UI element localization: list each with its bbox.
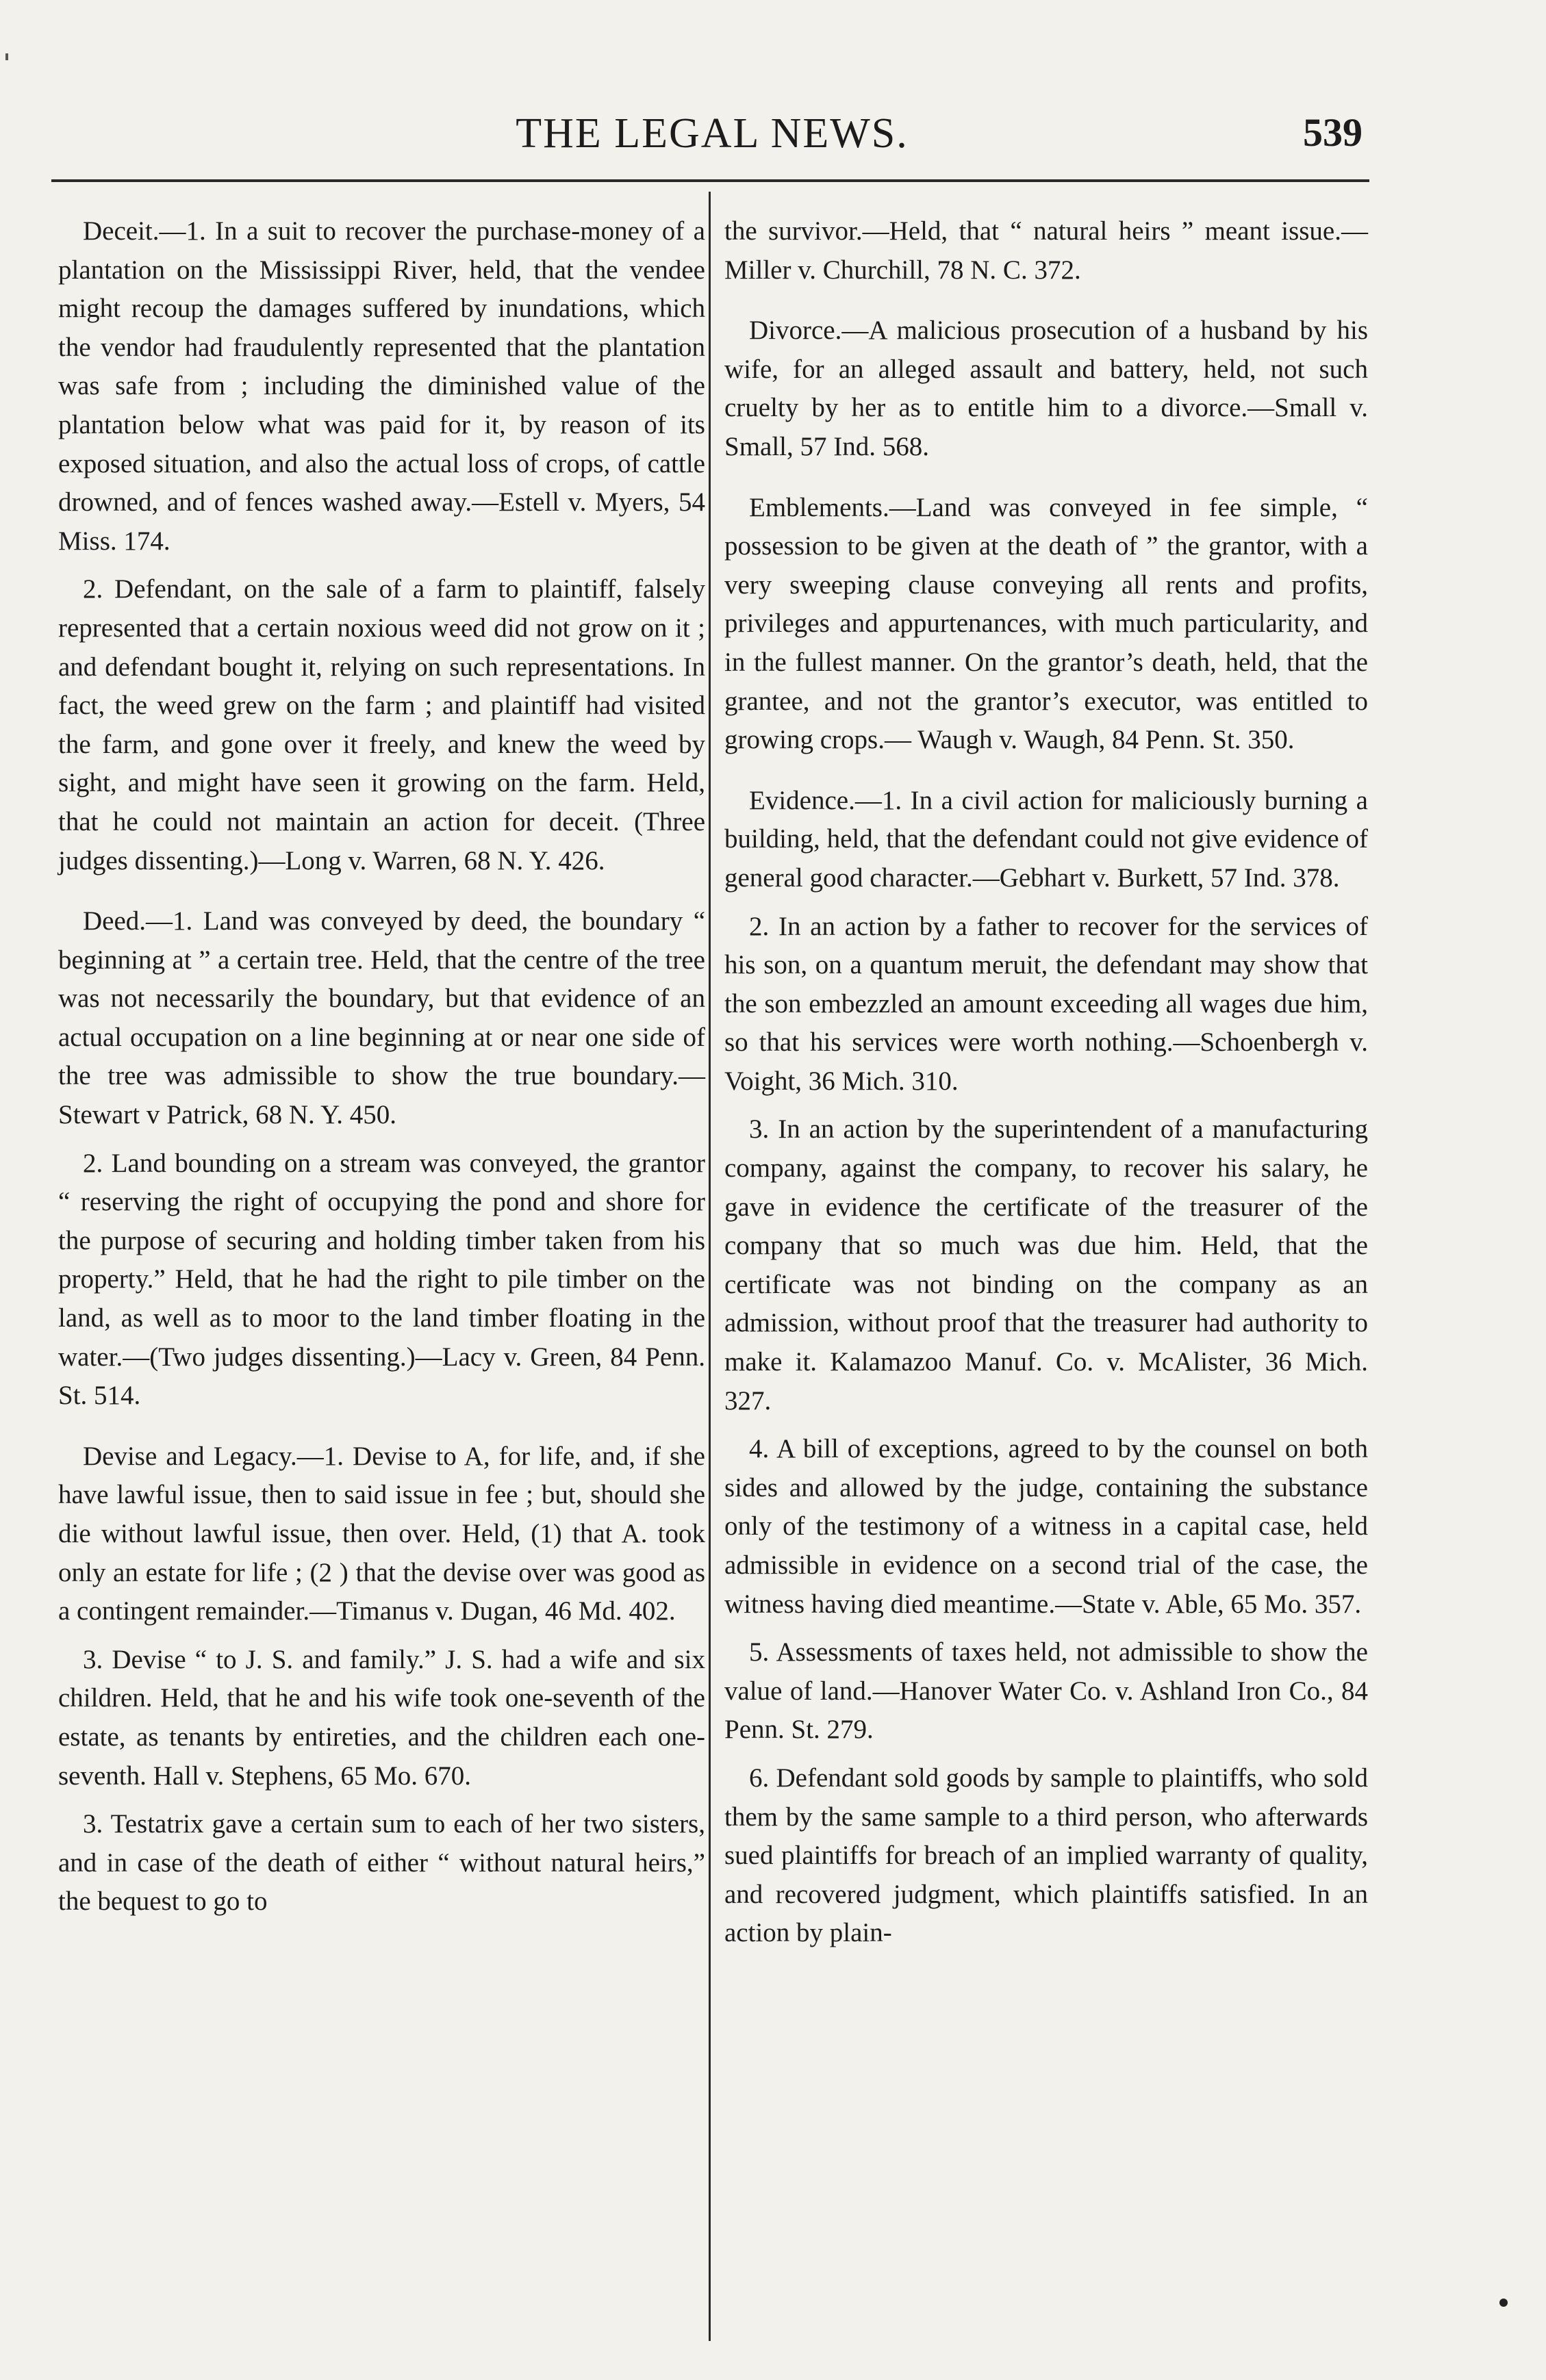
- left-column: [58, 212, 705, 1931]
- paragraph-evidence-2: 2. In an action by a father to recover for the services of his son, on a quantum meruit, the defendant may show that the son embezzled an amount exceeding all wages due him, so that his services were worth nothing.—Schoenbergh v. Voight, 36 Mich. 310.: [724, 911, 1368, 1096]
- paragraph-deed-1: Deed.—1. Land was conveyed by deed, the boundary “ beginning at ” a certain tree. Held, that the centre of the tree was not necessarily the boundary, but that evidence of an actual occupation on a line beginning at or near one side of the tree was admissible to show the true boundary.— Stewart v Patrick, 68 N. Y. 450.: [58, 906, 705, 1130]
- paragraph-emblements: Emblements.—Land was conveyed in fee simple, “ possession to be given at the death of ” the grantor, with a very sweeping clause conveying all rents and profits, privileges and appurtenances, with much particularity, and in the fullest manner. On the grantor’s death, held, that the grantee, and not the grantor’s executor, was entitled to growing crops.— Waugh v. Waugh, 84 Penn. St. 350.: [724, 492, 1368, 755]
- paragraph-evidence-1: Evidence.—1. In a civil action for maliciously burning a building, held, that the defendant could not give evidence of general good character.—Gebhart v. Burkett, 57 Ind. 378.: [724, 785, 1368, 893]
- page-number: 539: [1303, 110, 1363, 155]
- paragraph-divorce: Divorce.—A malicious prosecution of a husband by his wife, for an alleged assault and battery, held, not such cruelty by her as to entitle him to a divorce.—Small v. Small, 57 Ind. 568.: [724, 316, 1368, 461]
- paragraph-continuation: the survivor.—Held, that “ natural heirs ” meant issue.—Miller v. Churchill, 78 N. C. 372.: [724, 216, 1368, 285]
- paragraph-devise-3b: 3. Testatrix gave a certain sum to each of her two sisters, and in case of the death of either “ without natural heirs,” the bequest to go to: [58, 1809, 705, 1917]
- paragraph-devise-1: Devise and Legacy.—1. Devise to A, for life, and, if she have lawful issue, then to said issue in fee ; but, should she die without lawful issue, then over. Held, (1) that A. took only an estate for life ; (2 ) that the devise over was good as a contingent remainder.—Timanus v. Dugan, 46 Md. 402.: [58, 1441, 705, 1626]
- ink-spot: [1499, 2299, 1508, 2307]
- page-title: THE LEGAL NEWS.: [516, 110, 909, 157]
- paragraph-deceit-2: 2. Defendant, on the sale of a farm to plaintiff, falsely represented that a certain noxious weed did not grow on it ; and defendant bought it, relying on such representations. In fact, the weed grew on the farm ; and plaintiff had visited the farm, and gone over it freely, and knew the weed by sight, and might have seen it growing on the farm. Held, that he could not maintain an action for deceit. (Three judges dissenting.)—Long v. Warren, 68 N. Y. 426.: [58, 574, 705, 875]
- paragraph-evidence-5: 5. Assessments of taxes held, not admissible to show the value of land.—Hanover Water Co. v. Ashland Iron Co., 84 Penn. St. 279.: [724, 1637, 1368, 1745]
- scan-mark: [5, 53, 8, 60]
- paragraph-evidence-3: 3. In an action by the superintendent of a manufacturing company, against the company, to recover his salary, he gave in evidence the certificate of the treasurer of the company that so much was due him. Held, that the certificate was not binding on the company as an admission, without proof that the treasurer had authority to make it. Kalamazoo Manuf. Co. v. McAlister, 36 Mich. 327.: [724, 1114, 1368, 1416]
- paragraph-evidence-4: 4. A bill of exceptions, agreed to by the counsel on both sides and allowed by the judge, containing the substance only of the testimony of a witness in a capital case, held admissible in evidence on a second trial of the case, the witness having died meantime.—State v. Able, 65 Mo. 357.: [724, 1434, 1368, 1619]
- paragraph-deed-2: 2. Land bounding on a stream was conveyed, the grantor “ reserving the right of occupying the pond and shore for the purpose of securing and holding timber taken from his property.” Held, that he had the right to pile timber on the land, as well as to moor to the land timber floating in the water.—(Two judges dissenting.)—Lacy v. Green, 84 Penn. St. 514.: [58, 1148, 705, 1411]
- right-column: [724, 212, 1368, 1962]
- paragraph-devise-3: 3. Devise “ to J. S. and family.” J. S. had a wife and six children. Held, that he and his wife took one-seventh of the estate, as tenants by entireties, and the children each one-seventh. Hall v. Stephens, 65 Mo. 670.: [58, 1644, 705, 1791]
- paragraph-deceit-1: Deceit.—1. In a suit to recover the purchase-money of a plantation on the Mississippi River, held, that the vendee might recoup the damages suffered by inundations, which the vendor had fraudulently represented that the plantation was safe from ; including the diminished value of the plantation below what was paid for it, by reason of its exposed situation, and also the actual loss of crops, of cattle drowned, and of fences washed away.—Estell v. Myers, 54 Miss. 174.: [58, 216, 705, 556]
- header-rule: [51, 179, 1369, 182]
- column-divider: [709, 192, 711, 2341]
- page-header: [62, 110, 1363, 164]
- paragraph-evidence-6: 6. Defendant sold goods by sample to plaintiffs, who sold them by the same sample to a third person, who afterwards sued plaintiffs for breach of an implied warranty of quality, and recovered judgment, which plaintiffs satisfied. In an action by plain-: [724, 1763, 1368, 1948]
